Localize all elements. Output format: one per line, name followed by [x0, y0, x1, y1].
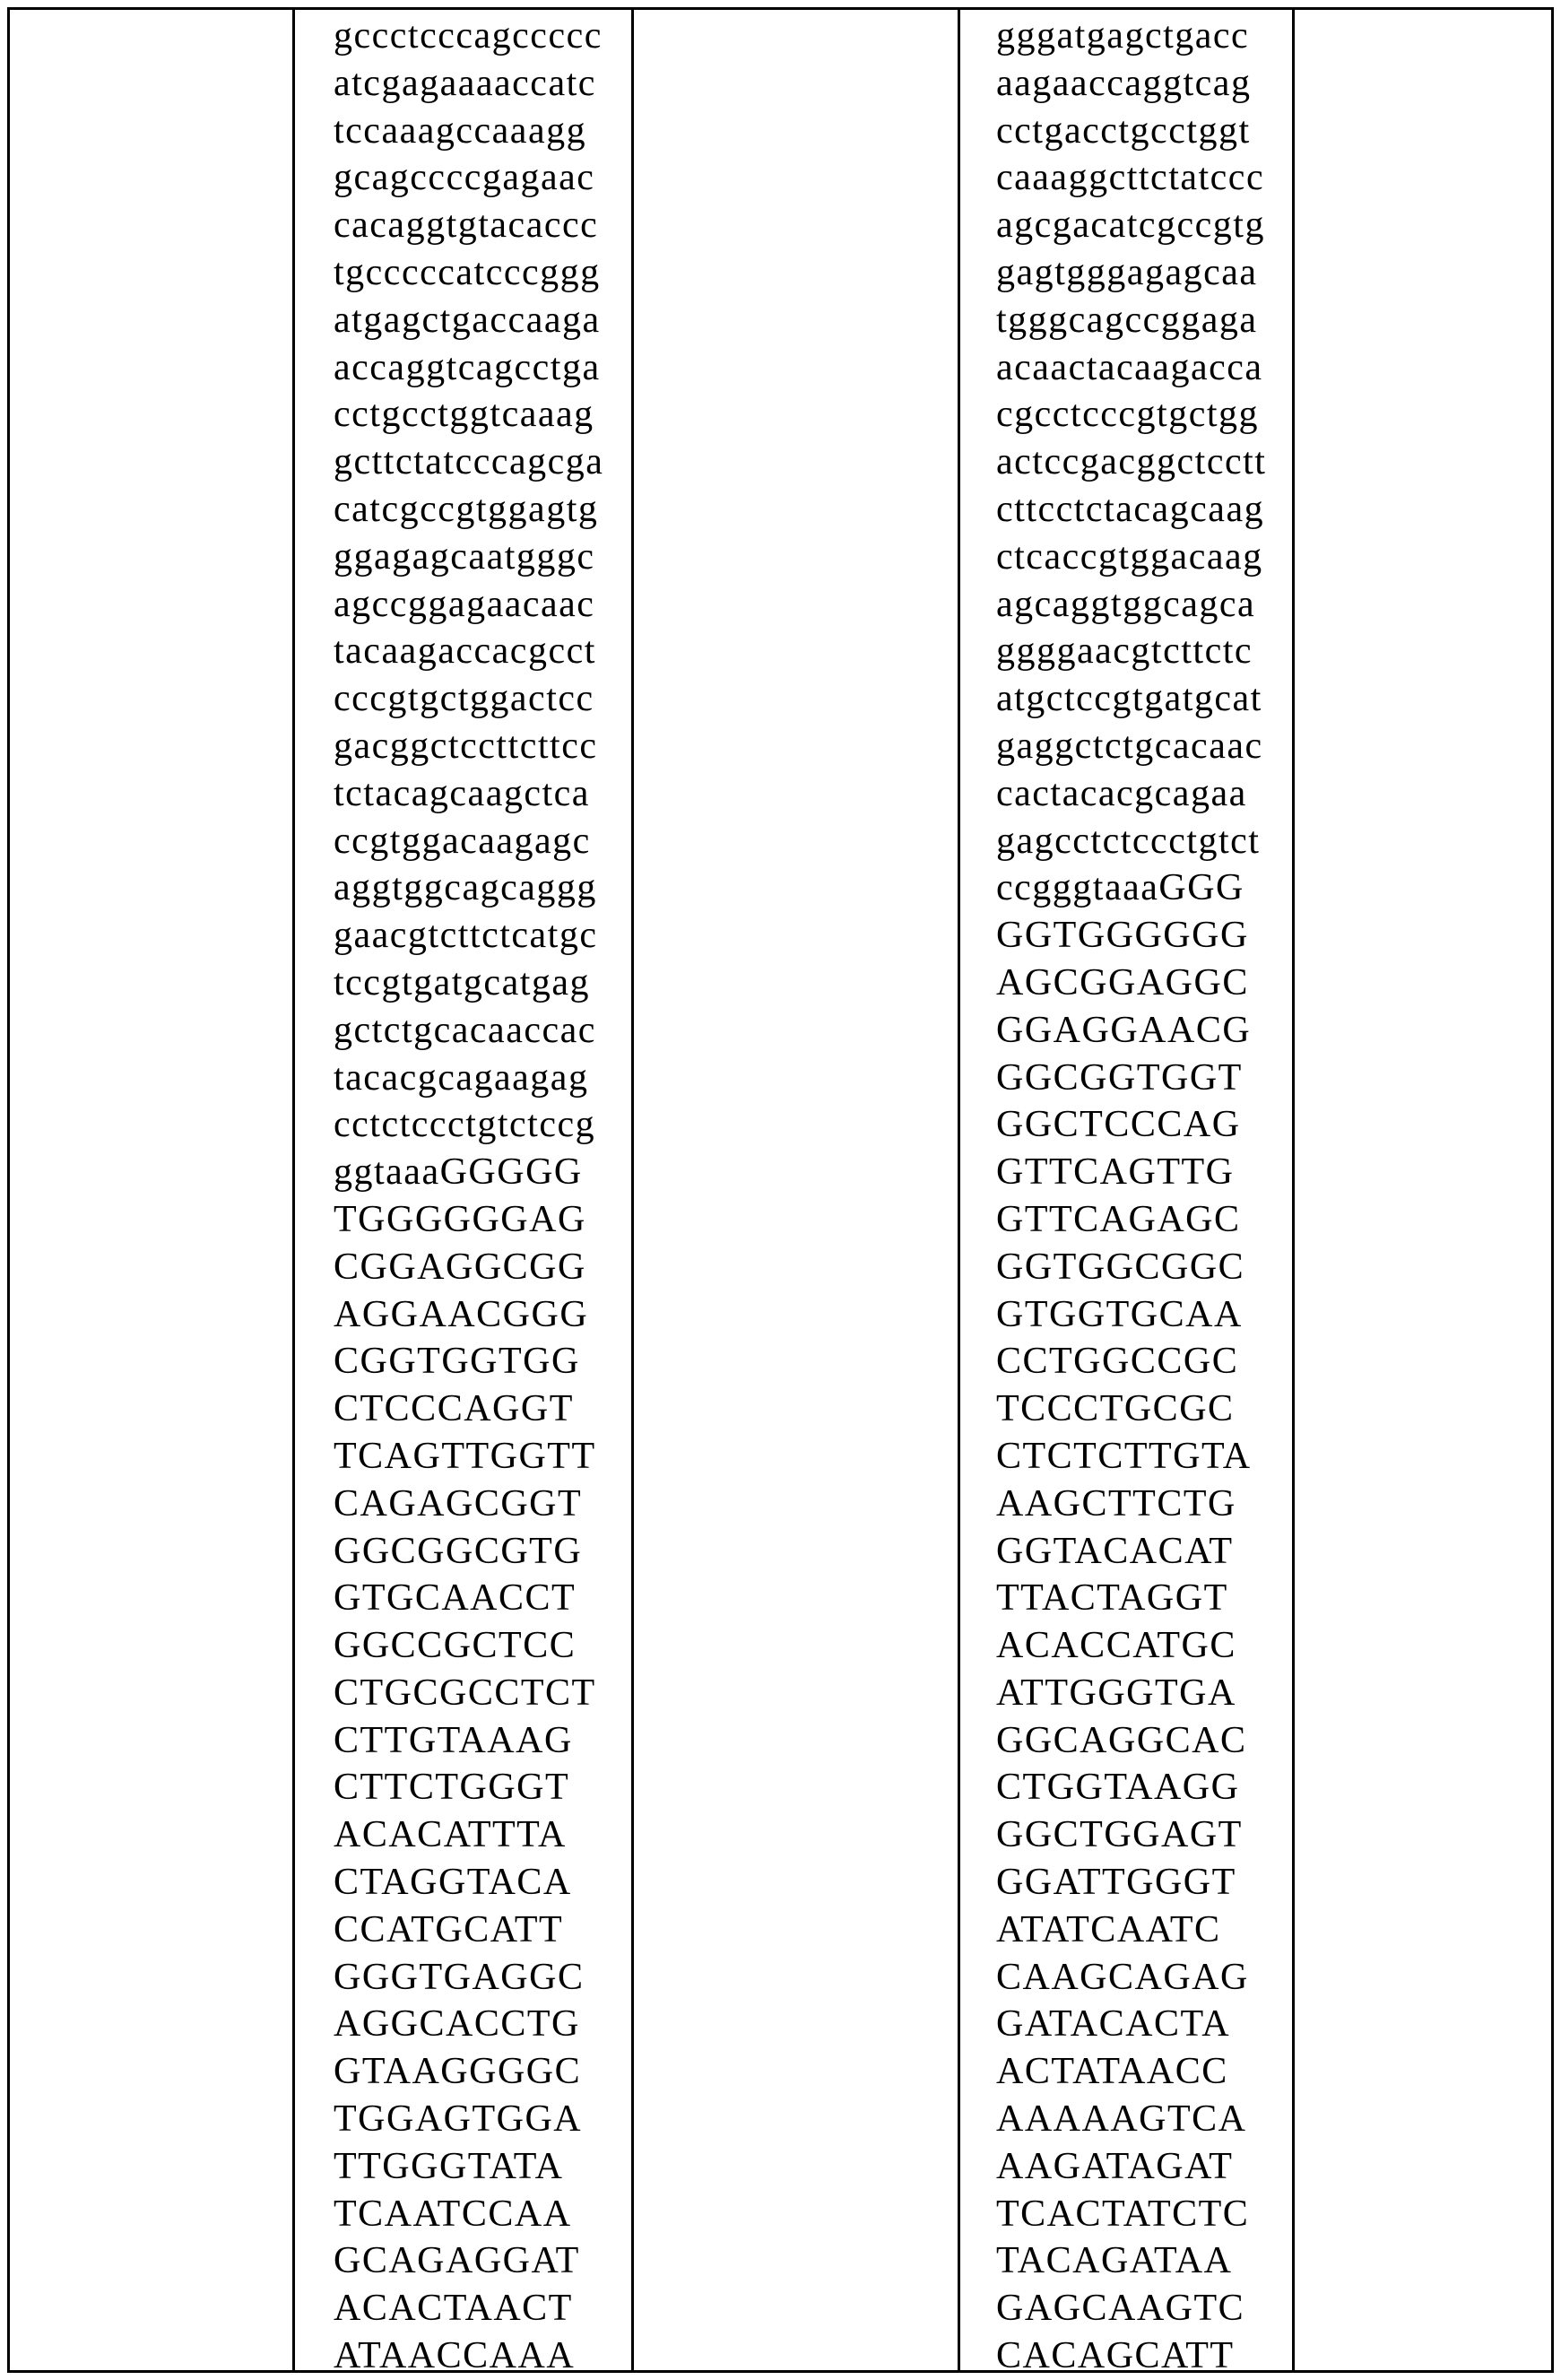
- sequence-line: TTACTAGGT: [996, 1577, 1228, 1620]
- sequence-line: CTAGGTACA: [334, 1862, 572, 1904]
- sequence-line: ctcaccgtggacaag: [996, 535, 1263, 578]
- sequence-line: ggtaaaGGGGG: [334, 1151, 583, 1194]
- sequence-line: cgcctcccgtgctgg: [996, 394, 1259, 436]
- table-cell-empty-middle: [634, 10, 960, 2370]
- table-cell-sequence-right: [960, 10, 1295, 2370]
- sequence-line: CCATGCATT: [334, 1908, 564, 1950]
- sequence-line: GGCTCCCAG: [996, 1104, 1241, 1146]
- sequence-line: GAGCAAGTC: [996, 2288, 1245, 2330]
- sequence-line: acaactacaagacca: [996, 346, 1263, 388]
- sequence-line: gacggctccttcttcc: [334, 725, 598, 767]
- sequence-line: ATTGGGTGA: [996, 1672, 1236, 1714]
- sequence-line: AAGATAGAT: [996, 2145, 1234, 2187]
- sequence-line: GGGTGAGGC: [334, 1956, 585, 1998]
- sequence-line: gaggctctgcacaac: [996, 725, 1263, 767]
- sequence-line: ggagagcaatgggc: [334, 535, 595, 578]
- sequence-line: CTTCTGGGT: [334, 1767, 570, 1809]
- sequence-line: gaacgtcttctcatgc: [334, 915, 598, 957]
- table-cell-sequence-left: [295, 10, 634, 2370]
- sequence-line: GTTCAGAGC: [996, 1198, 1241, 1240]
- sequence-block-right: [960, 10, 1292, 2370]
- sequence-line: aagaaccaggtcag: [996, 62, 1252, 104]
- sequence-line: GTTCAGTTG: [996, 1151, 1235, 1194]
- sequence-line: cctgcctggtcaaag: [334, 394, 594, 436]
- sequence-line: ATATCAATC: [996, 1908, 1221, 1950]
- sequence-line: actccgacggctcctt: [996, 441, 1267, 483]
- sequence-line: gcagccccgagaac: [334, 157, 595, 199]
- sequence-line: gccctcccagccccc: [334, 15, 603, 56]
- sequence-line: GGCGGCGTG: [334, 1530, 583, 1572]
- sequence-line: GGCCGCTCC: [334, 1625, 577, 1667]
- sequence-line: ACACATTTA: [334, 1814, 567, 1856]
- sequence-line: GGCAGGCAC: [996, 1719, 1247, 1761]
- sequence-line: CCTGGCCGC: [996, 1341, 1239, 1383]
- sequence-line: cctgacctgcctggt: [996, 109, 1251, 152]
- sequence-line: agcgacatcgccgtg: [996, 204, 1265, 247]
- sequence-line: CTTGTAAAG: [334, 1719, 573, 1761]
- sequence-line: CGGAGGCGG: [334, 1246, 586, 1288]
- sequence-line: CACAGCATT: [996, 2335, 1235, 2370]
- sequence-line: gggatgagctgacc: [996, 15, 1250, 56]
- sequence-line: GATACACTA: [996, 2003, 1231, 2046]
- sequence-line: tacacgcagaagag: [334, 1056, 589, 1099]
- sequence-line: atcgagaaaaccatc: [334, 62, 596, 104]
- sequence-line: cccgtgctggactcc: [334, 678, 594, 720]
- sequence-line: gagcctctccctgtct: [996, 820, 1261, 862]
- sequence-line: TTGGGTATA: [334, 2145, 564, 2187]
- sequence-line: gcttctatcccagcga: [334, 441, 604, 483]
- sequence-line: GGTACACAT: [996, 1530, 1234, 1572]
- sequence-line: GGATTGGGT: [996, 1862, 1236, 1904]
- sequence-line: TACAGATAA: [996, 2240, 1233, 2282]
- sequence-line: GGCGGTGGT: [996, 1056, 1243, 1099]
- sequence-line: cactacacgcagaa: [996, 772, 1247, 814]
- sequence-table: [7, 7, 1554, 2373]
- sequence-line: TCAGTTGGTT: [334, 1435, 596, 1477]
- sequence-line: atgagctgaccaaga: [334, 299, 601, 341]
- sequence-line: tctacagcaagctca: [334, 772, 590, 814]
- sequence-line: accaggtcagcctga: [334, 346, 601, 388]
- sequence-line: agccggagaacaac: [334, 583, 595, 625]
- sequence-line: TCAATCCAA: [334, 2193, 572, 2235]
- sequence-line: CAGAGCGGT: [334, 1482, 583, 1524]
- sequence-line: TCACTATCTC: [996, 2193, 1250, 2235]
- sequence-line: ACACTAACT: [334, 2288, 573, 2330]
- sequence-line: GCAGAGGAT: [334, 2240, 580, 2282]
- sequence-line: gctctgcacaaccac: [334, 1009, 596, 1051]
- sequence-line: GGCTGGAGT: [996, 1814, 1243, 1856]
- sequence-line: GTAAGGGGC: [334, 2051, 582, 2093]
- sequence-line: ACTATAACC: [996, 2051, 1228, 2093]
- sequence-line: AAGCTTCTG: [996, 1482, 1236, 1524]
- sequence-line: CTGCGCCTCT: [334, 1672, 596, 1714]
- sequence-line: tccgtgatgcatgag: [334, 961, 591, 1003]
- sequence-line: AGGCACCTG: [334, 2003, 580, 2046]
- sequence-line: TGGAGTGGA: [334, 2098, 583, 2141]
- sequence-line: ccgtggacaagagc: [334, 820, 591, 862]
- sequence-line: CTCTCTTGTA: [996, 1435, 1252, 1477]
- sequence-line: aggtggcagcaggg: [334, 867, 597, 909]
- sequence-line: tccaaagccaaagg: [334, 109, 587, 152]
- sequence-line: cacaggtgtacaccc: [334, 204, 599, 247]
- sequence-line: cctctccctgtctccg: [334, 1104, 596, 1146]
- sequence-line: tacaagaccacgcct: [334, 630, 596, 673]
- sequence-line: AGGAACGGG: [334, 1293, 589, 1335]
- sequence-line: ATAACCAAA: [334, 2335, 576, 2370]
- sequence-line: AGCGGAGGC: [996, 961, 1249, 1003]
- sequence-line: TGGGGGGAG: [334, 1198, 586, 1240]
- sequence-line: ggggaacgtcttctc: [996, 630, 1253, 673]
- sequence-line: GGTGGGGGG: [996, 915, 1249, 957]
- sequence-line: gagtgggagagcaa: [996, 251, 1258, 293]
- table-cell-empty-right: [1295, 10, 1551, 2370]
- sequence-line: caaaggcttctatccc: [996, 157, 1265, 199]
- sequence-line: cttcctctacagcaag: [996, 488, 1265, 530]
- sequence-line: GTGGTGCAA: [996, 1293, 1243, 1335]
- sequence-line: ccgggtaaaGGG: [996, 867, 1244, 909]
- sequence-line: CTCCCAGGT: [334, 1388, 574, 1430]
- sequence-line: agcaggtggcagca: [996, 583, 1256, 625]
- sequence-line: GGAGGAACG: [996, 1009, 1252, 1051]
- sequence-line: CTGGTAAGG: [996, 1767, 1240, 1809]
- sequence-line: GTGCAACCT: [334, 1577, 577, 1620]
- sequence-block-left: [295, 10, 631, 2370]
- sequence-line: tgggcagccggaga: [996, 299, 1258, 341]
- sequence-line: CGGTGGTGG: [334, 1341, 580, 1383]
- sequence-line: catcgccgtggagtg: [334, 488, 599, 530]
- table-cell-empty-left: [10, 10, 295, 2370]
- sequence-line: ACACCATGC: [996, 1625, 1236, 1667]
- sequence-line: AAAAAGTCA: [996, 2098, 1247, 2141]
- sequence-line: GGTGGCGGC: [996, 1246, 1245, 1288]
- sequence-line: CAAGCAGAG: [996, 1956, 1249, 1998]
- sequence-line: tgcccccatcccggg: [334, 251, 601, 293]
- sequence-line: TCCCTGCGC: [996, 1388, 1235, 1430]
- sequence-line: atgctccgtgatgcat: [996, 678, 1262, 720]
